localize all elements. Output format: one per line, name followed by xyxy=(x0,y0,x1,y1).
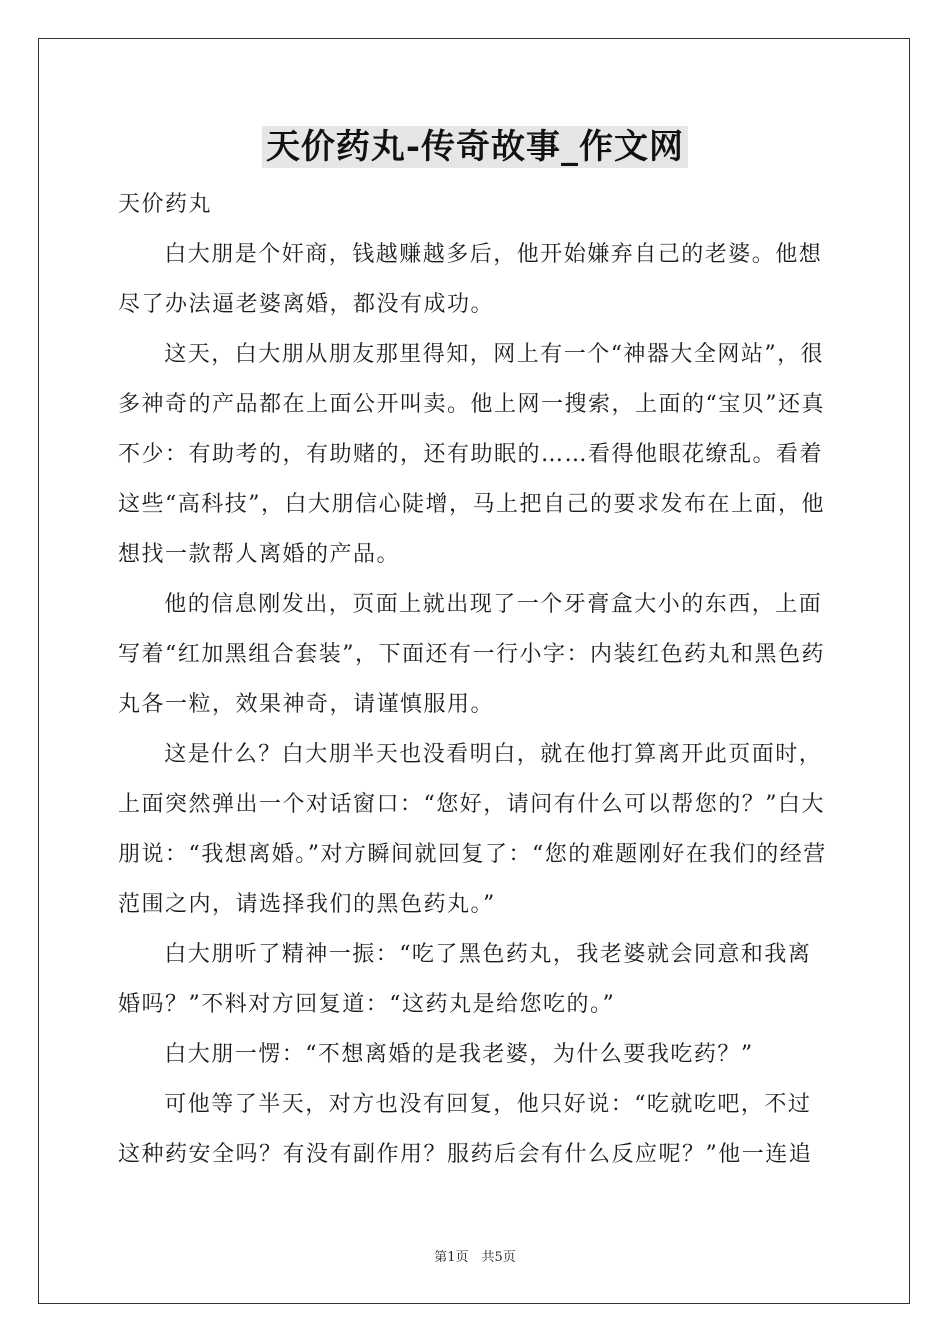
paragraph: 他的信息刚发出，页面上就出现了一个牙膏盒大小的东西，上面写着“红加黑组合套装”，下面还有一行小字：内装红色药丸和黑色药丸各一粒，效果神奇，请谨慎服用。 xyxy=(118,592,825,717)
paragraph: 这是什么？白大朋半天也没看明白，就在他打算离开此页面时，上面突然弹出一个对话窗口：“您好，请问有什么可以帮您的？”白大朋说：“我想离婚。”对方瞬间就回复了：“您的难题刚好在我们的经营范围之内，请选择我们的黑色药丸。” xyxy=(118,742,827,917)
paragraph: 这天，白大朋从朋友那里得知，网上有一个“神器大全网站”，很多神奇的产品都在上面公开叫卖。他上网一搜索，上面的“宝贝”还真不少：有助考的，有助赌的，还有助眠的……看得他眼花缭乱。看着这些“高科技”，白大朋信心陡增，马上把自己的要求发布在上面，他想找一款帮人离婚的产品。 xyxy=(118,342,825,567)
document-body xyxy=(118,180,834,1180)
paragraph: 可他等了半天，对方也没有回复，他只好说：“吃就吃吧，不过这种药安全吗？有没有副作用？服药后会有什么反应呢？”他一连追 xyxy=(118,1092,813,1167)
paragraph: 白大朋是个奸商，钱越赚越多后，他开始嫌弃自己的老婆。他想尽了办法逼老婆离婚，都没有成功。 xyxy=(118,242,823,317)
page-footer xyxy=(0,1246,950,1265)
paragraph: 白大朋一愣：“不想离婚的是我老婆，为什么要我吃药？” xyxy=(164,1042,754,1067)
document-title: 天价药丸-传奇故事_作文网 xyxy=(262,126,688,168)
title-container xyxy=(0,126,950,168)
page-indicator: 第1页 共5页 xyxy=(434,1250,516,1265)
document-subtitle: 天价药丸 xyxy=(118,192,213,217)
paragraph: 白大朋听了精神一振：“吃了黑色药丸，我老婆就会同意和我离婚吗？”不料对方回复道：“这药丸是给您吃的。” xyxy=(118,942,812,1017)
